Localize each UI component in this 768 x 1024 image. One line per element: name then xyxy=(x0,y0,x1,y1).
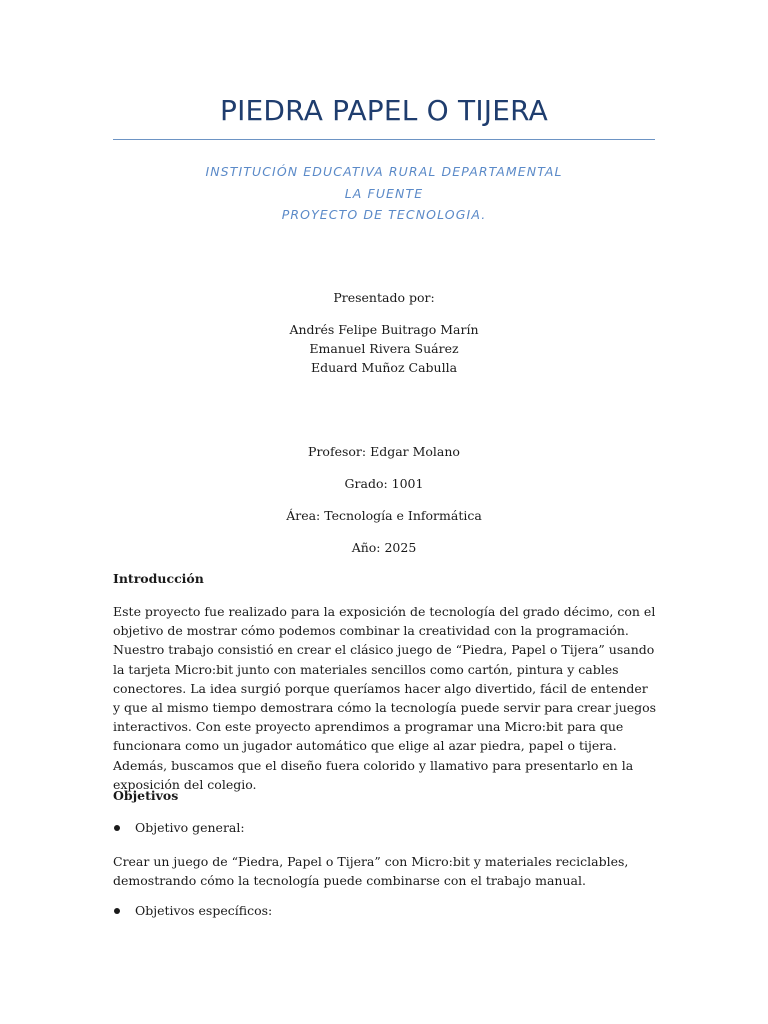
specific-objectives-bullet xyxy=(113,903,272,918)
presented-by-label: Presentado por: xyxy=(333,290,435,305)
bullet-icon xyxy=(114,908,120,914)
general-objective-label: Objetivo general: xyxy=(135,820,245,835)
subtitle-location: LA FUENTE xyxy=(344,185,424,201)
general-objective-text: Crear un juego de “Piedra, Papel o Tijera” con Micro:bit y materiales reciclables, demostrando cómo la tecnología puede combinarse con el trabajo manual. xyxy=(113,854,629,889)
objectives-heading: Objetivos xyxy=(113,788,179,803)
document-title: PIEDRA PAPEL O TIJERA xyxy=(219,94,549,127)
subtitle-block xyxy=(113,161,655,226)
area-line: Área: Tecnología e Informática xyxy=(286,508,482,523)
subtitle-institution: INSTITUCIÓN EDUCATIVA RURAL DEPARTAMENTAL xyxy=(205,164,563,179)
author-name: Emanuel Rivera Suárez xyxy=(309,341,459,356)
subtitle-project: PROYECTO DE TECNOLOGIA. xyxy=(281,207,487,222)
teacher-line: Profesor: Edgar Molano xyxy=(308,444,460,459)
specific-objectives-label: Objetivos específicos: xyxy=(135,903,273,918)
author-name: Eduard Muñoz Cabulla xyxy=(310,360,458,375)
bullet-icon xyxy=(114,825,120,831)
title-divider xyxy=(113,139,655,140)
grade-line: Grado: 1001 xyxy=(344,476,424,491)
author-name: Andrés Felipe Buitrago Marín xyxy=(289,322,479,337)
intro-paragraph: Este proyecto fue realizado para la exposición de tecnología del grado décimo, con el objetivo de mostrar cómo podemos combinar la creatividad con la programación. Nuestro trabajo consistió en crear el clásico juego de “Piedra, Papel o Tijera” usando la tarjeta Micro:bit junto con materiales sencillos como cartón, pintura y cables conectores. La idea surgió porque queríamos hacer algo divertido, fácil de entender y que al mismo tiempo demostrara cómo la tecnología puede servir para crear juegos interactivos. Con este proyecto aprendimos a programar una Micro:bit para que funcionara como un jugador automático que elige al azar piedra, papel o tijera. Además, buscamos que el diseño fuera colorido y llamativo para presentarlo en la exposición del colegio. xyxy=(113,604,657,792)
general-objective-bullet xyxy=(113,820,245,835)
intro-heading: Introducción xyxy=(113,571,204,586)
year-line: Año: 2025 xyxy=(351,540,417,555)
authors-list xyxy=(113,320,655,377)
